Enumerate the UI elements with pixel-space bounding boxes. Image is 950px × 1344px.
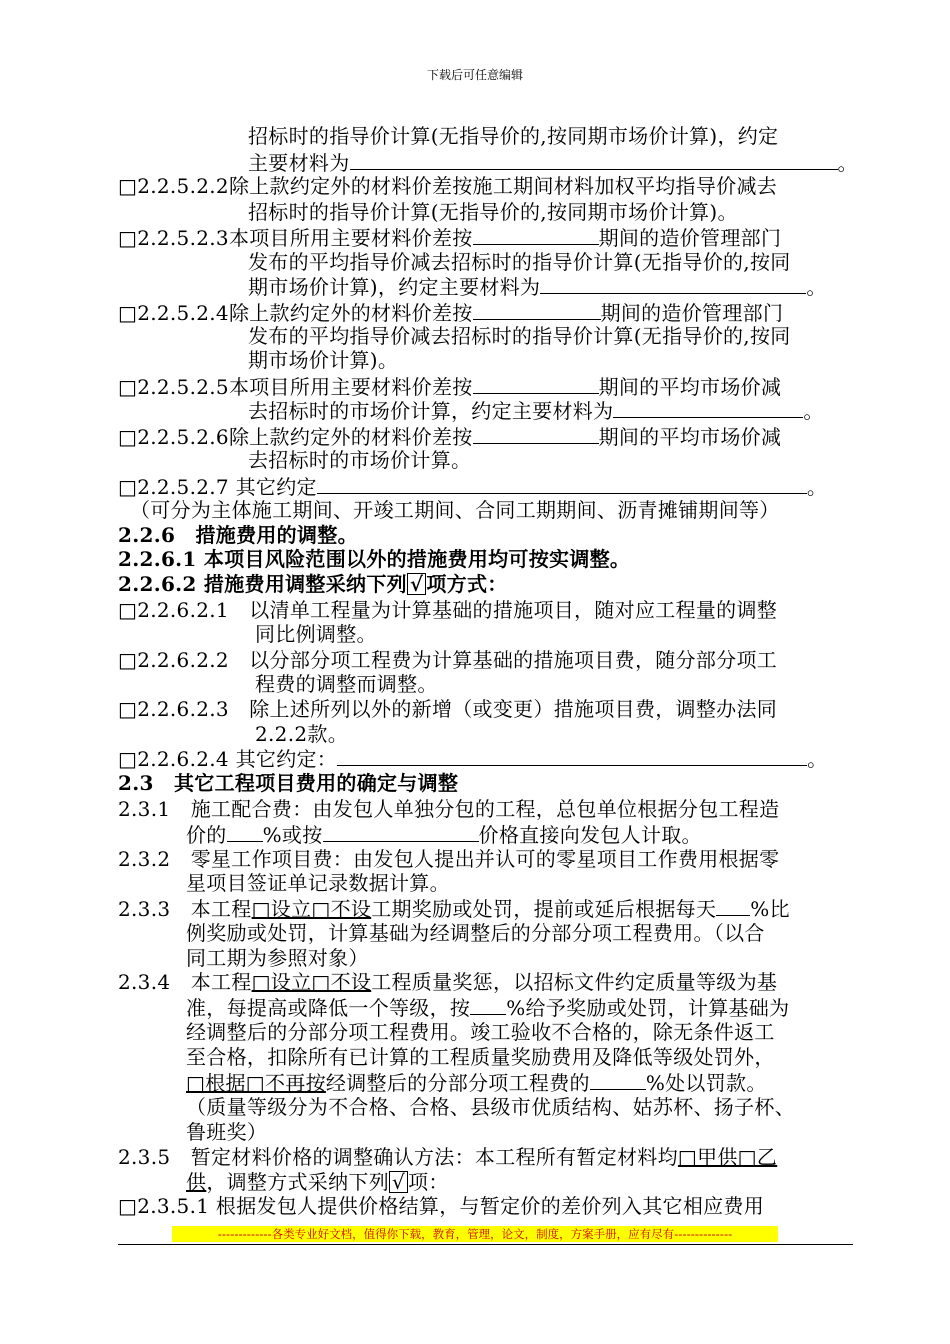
text-line: □2.2.5.2.3本项目所用主要材料价差按 期间的造价管理部门 — [118, 226, 782, 250]
text-line: 发布的平均指导价减去招标时的指导价计算(无指导价的,按同 — [248, 250, 791, 274]
section-heading: 2.2.6.2 措施费用调整采纳下列 √ 项方式： — [118, 572, 508, 596]
text-line: □2.2.6.2.2 以分部分项工程费为计算基础的措施项目费，随分部分项工 — [118, 648, 778, 672]
section-heading: 2.3 其它工程项目费用的确定与调整 — [118, 771, 459, 795]
text-line: 同工期为参照对象） — [186, 946, 369, 970]
text-line: （可分为主体施工期间、开竣工期间、合同工期期间、沥青摊铺期间等） — [130, 498, 780, 522]
text-line: 期市场价计算)。 — [248, 348, 399, 372]
text-line: 招标时的指导价计算(无指导价的,按同期市场价计算)，约定 — [248, 124, 779, 148]
text-line: □2.2.5.2.6除上款约定外的材料价差按 期间的平均市场价减 — [118, 425, 782, 449]
blank-field — [473, 300, 601, 320]
option-choice: □根据□不再按 — [186, 1071, 326, 1095]
text-line: 2.3.5 暂定材料价格的调整确认方法：本工程所有暂定材料均□甲供□乙 — [118, 1145, 778, 1169]
text-line: 同比例调整。 — [255, 622, 377, 646]
section-heading: 2.2.6.1 本项目风险范围以外的措施费用均可按实调整。 — [118, 547, 631, 571]
text-line: 2.3.3 本工程□设立□不设工期奖励或处罚，提前或延后根据每天 %比 — [118, 897, 790, 921]
blank-field — [323, 822, 479, 842]
text-line: 鲁班奖） — [186, 1120, 268, 1144]
text-line: □2.2.5.2.7 其它约定 。 — [118, 475, 828, 499]
text-line: 2.2.2款。 — [255, 722, 348, 746]
text-line: 星项目签证单记录数据计算。 — [186, 871, 450, 895]
section-heading: 2.2.6 措施费用的调整。 — [118, 523, 358, 547]
text-line: 至合格，扣除所有已计算的工程质量奖励费用及降低等级处罚外， — [186, 1045, 775, 1069]
text-line: 去招标时的市场价计算，约定主要材料为 。 — [248, 399, 824, 423]
text-line: 主要材料为 。 — [248, 151, 858, 175]
blank-field — [590, 1070, 646, 1090]
text-line: □2.2.6.2.1 以清单工程量为计算基础的措施项目，随对应工程量的调整 — [118, 598, 778, 622]
text-line: □2.3.5.1 根据发包人提供价格结算，与暂定价的差价列入其它相应费用 — [118, 1194, 765, 1218]
footer-rule — [118, 1244, 853, 1245]
text-line: 例奖励或处罚，计算基础为经调整后的分部分项工程费用。（以合 — [186, 921, 765, 945]
blank-field — [317, 474, 807, 494]
option-choice: □设立□不设 — [251, 970, 372, 994]
blank-field — [613, 398, 803, 418]
text-line: □2.2.5.2.5本项目所用主要材料价差按 期间的平均市场价减 — [118, 375, 782, 399]
text-line: 经调整后的分部分项工程费用。竣工验收不合格的，除无条件返工 — [186, 1020, 775, 1044]
text-line: 准，每提高或降低一个等级，按 %给予奖励或处罚，计算基础为 — [186, 996, 790, 1020]
text-line: 2.3.1 施工配合费：由发包人单独分包的工程，总包单位根据分包工程造 — [118, 797, 780, 821]
checkmark-box: √ — [389, 1171, 408, 1193]
option-choice: □设立□不设 — [251, 897, 372, 921]
text-line: 招标时的指导价计算(无指导价的,按同期市场价计算)。 — [248, 200, 738, 224]
option-choice: □甲供□乙 — [677, 1145, 778, 1169]
text-line: 期市场价计算)，约定主要材料为 。 — [248, 275, 827, 299]
text-line: 价的 %或按 价格直接向发包人计取。 — [186, 823, 702, 847]
text-line: 发布的平均指导价减去招标时的指导价计算(无指导价的,按同 — [248, 324, 791, 348]
text-line: 供，调整方式采纳下列 √ 项： — [186, 1170, 449, 1194]
text-line: （质量等级分为不合格、合格、县级市优质结构、姑苏杯、扬子杯、 — [186, 1095, 795, 1119]
text-line: □2.2.6.2.4 其它约定： 。 — [118, 747, 828, 771]
blank-field — [473, 374, 599, 394]
text-line: □2.2.5.2.2除上款约定外的材料价差按施工期间材料加权平均指导价减去 — [118, 174, 778, 198]
blank-field — [540, 274, 806, 294]
text-line: 程费的调整而调整。 — [255, 672, 438, 696]
footer-banner: -------------各类专业好文档，值得你下载，教育，管理，论文，制度，方案手册，应有尽有-------------- — [172, 1226, 778, 1242]
page-header: 下载后可任意编辑 — [426, 68, 523, 82]
text-line: 2.3.4 本工程□设立□不设工程质量奖惩，以招标文件约定质量等级为基 — [118, 970, 778, 994]
text-line: □2.2.5.2.4除上款约定外的材料价差按 期间的造价管理部门 — [118, 301, 784, 325]
blank-field — [337, 746, 807, 766]
blank-field — [350, 150, 838, 170]
blank-field — [470, 995, 506, 1015]
blank-field — [227, 822, 263, 842]
blank-field — [473, 424, 599, 444]
blank-field — [473, 225, 599, 245]
blank-field — [716, 896, 750, 916]
text-line: □2.2.6.2.3 除上述所列以外的新增（或变更）措施项目费，调整办法同 — [118, 697, 778, 721]
checkmark-box: √ — [407, 573, 426, 595]
text-line: 2.3.2 零星工作项目费：由发包人提出并认可的零星项目工作费用根据零 — [118, 847, 780, 871]
text-line: 去招标时的市场价计算。 — [248, 448, 472, 472]
option-choice: 供 — [186, 1170, 207, 1194]
text-line: □根据□不再按经调整后的分部分项工程费的 %处以罚款。 — [186, 1071, 767, 1095]
